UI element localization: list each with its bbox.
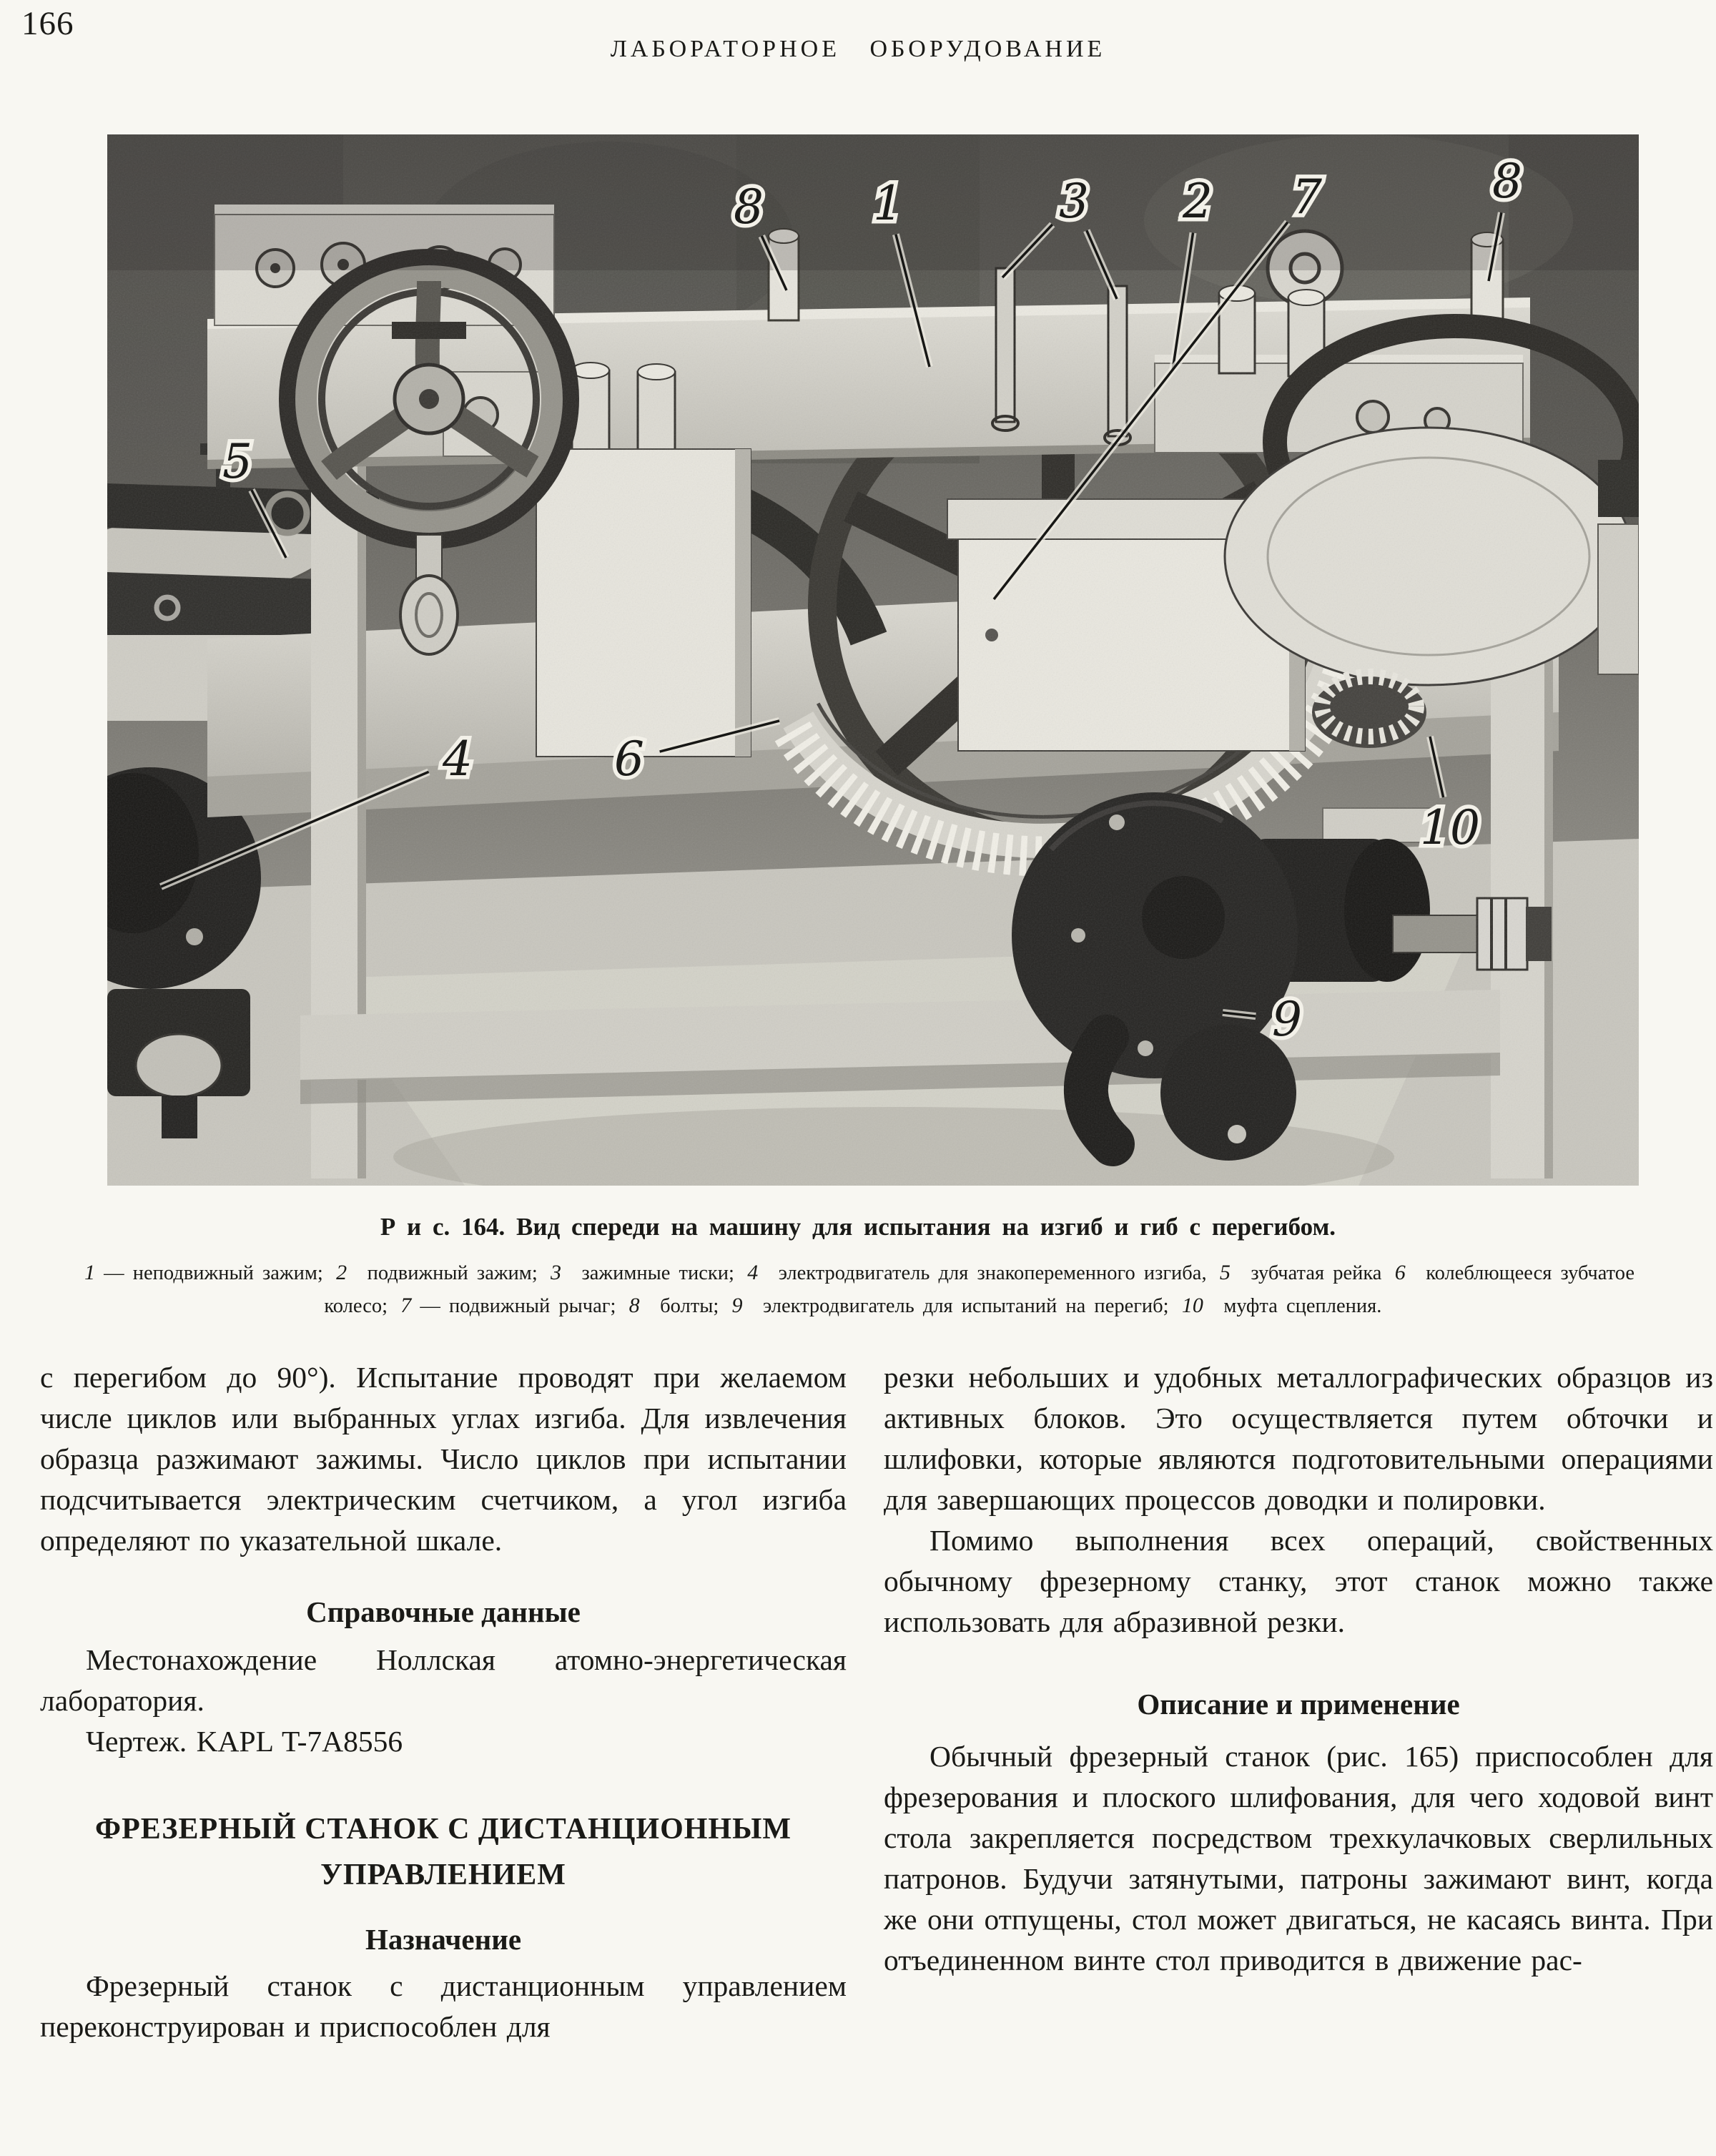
legend-item-number: 7 xyxy=(400,1293,412,1317)
legend-item-text: электродвигатель для испытаний на перегиб; xyxy=(742,1294,1179,1317)
photo-grain xyxy=(107,134,1639,1186)
paragraph: резки небольших и удобных металлографических образцов из активных блоков. Это осуществляется путем обточки и шлифовки, которые являются подготовительными операциями для завершающих процессов доводки и полировки. xyxy=(884,1361,1713,1516)
callout-number-8: 8 xyxy=(1492,154,1522,209)
legend-item-number: 9 xyxy=(731,1293,743,1317)
section-heading: Назначение xyxy=(365,1923,522,1956)
legend-item-text: зубчатая рейка xyxy=(1230,1262,1392,1284)
legend-item-text: — подвижный рычаг; xyxy=(411,1294,626,1317)
callout-number-9: 9 xyxy=(1272,992,1302,1047)
legend-item-text: электродвигатель для знакопеременного изгиба, xyxy=(758,1262,1217,1284)
legend-item-number: 5 xyxy=(1219,1261,1231,1284)
callout-number-6: 6 xyxy=(614,732,644,787)
section-heading: ФРЕЗЕРНЫЙ СТАНОК С ДИСТАНЦИОННЫМ УПРАВЛЕНИЕМ xyxy=(95,1813,792,1891)
legend-item-text: зажимные тиски; xyxy=(561,1262,745,1284)
paragraph: с перегибом до 90°). Испытание проводят при желаемом числе циклов или выбранных углах изгиба. Для извлечения образца разжимают зажимы. Число циклов при испытании подсчитывается электрическим счетчиком, а угол изгиба определяют по указательной шкале. xyxy=(40,1361,847,1557)
callout-number-2: 2 xyxy=(1183,174,1213,229)
callout-number-3: 3 xyxy=(1059,174,1089,229)
section-heading: Справочные данные xyxy=(306,1595,581,1628)
callout-number-7: 7 xyxy=(1292,169,1322,225)
legend-item-number: 10 xyxy=(1181,1293,1203,1317)
legend-item-number: 8 xyxy=(628,1293,640,1317)
legend-item-number: 4 xyxy=(747,1261,759,1284)
callout-number-4: 4 xyxy=(443,732,473,787)
legend-item-number: 1 xyxy=(84,1261,95,1284)
legend-item-text: подвижный зажим; xyxy=(347,1262,548,1284)
text-columns xyxy=(40,1357,1713,2047)
callout-number-10: 10 xyxy=(1420,800,1480,855)
paragraph: Местонахождение Ноллская атомно-энергетическая лаборатория. xyxy=(40,1643,847,1717)
running-head: ЛАБОРАТОРНОЕ ОБОРУДОВАНИЕ xyxy=(610,36,1106,62)
callout-number-1: 1 xyxy=(873,176,903,231)
machine-photo xyxy=(107,134,1639,1186)
paragraph: Чертеж. KAPL T-7A8556 xyxy=(86,1725,403,1758)
legend-item-text: — неподвижный зажим; xyxy=(95,1262,334,1284)
paragraph: Фрезерный станок с дистанционным управлением переконструирован и приспособлен для xyxy=(40,1969,847,2043)
legend-item-text: колеблющееся зубчатое колесо; xyxy=(324,1262,1634,1317)
callout-number-8: 8 xyxy=(734,179,764,235)
paragraph: Обычный фрезерный станок (рис. 165) приспособлен для фрезерования и плоского шлифования, для чего ходовой винт стола закрепляется посредством трехкулачковых сверлильных патронов. Будучи затянутыми, патроны зажимают винт, когда же они отпущены, стол может двигаться, не касаясь винта. При отъединенном винте стол приводится в движение рас- xyxy=(884,1740,1713,1977)
figure-photo xyxy=(107,134,1639,1186)
figure-legend xyxy=(43,1256,1673,1322)
legend-item-number: 3 xyxy=(551,1261,561,1284)
page-number: 166 xyxy=(21,5,74,42)
legend-item-number: 2 xyxy=(336,1261,347,1284)
legend-item-number: 6 xyxy=(1394,1261,1406,1284)
left-column xyxy=(40,1357,847,2047)
legend-item-text: муфта сцепления. xyxy=(1203,1294,1392,1317)
paragraph: Помимо выполнения всех операций, свойственных обычному фрезерному станку, этот станок можно также использовать для абразивной резки. xyxy=(884,1524,1713,1638)
legend-item-text: болты; xyxy=(639,1294,729,1317)
section-heading: Описание и применение xyxy=(1137,1688,1460,1721)
right-column xyxy=(884,1357,1713,2047)
figure-caption: Р и с. 164. Вид спереди на машину для испытания на изгиб и гиб с перегибом. xyxy=(380,1213,1336,1241)
callout-number-5: 5 xyxy=(222,434,252,489)
